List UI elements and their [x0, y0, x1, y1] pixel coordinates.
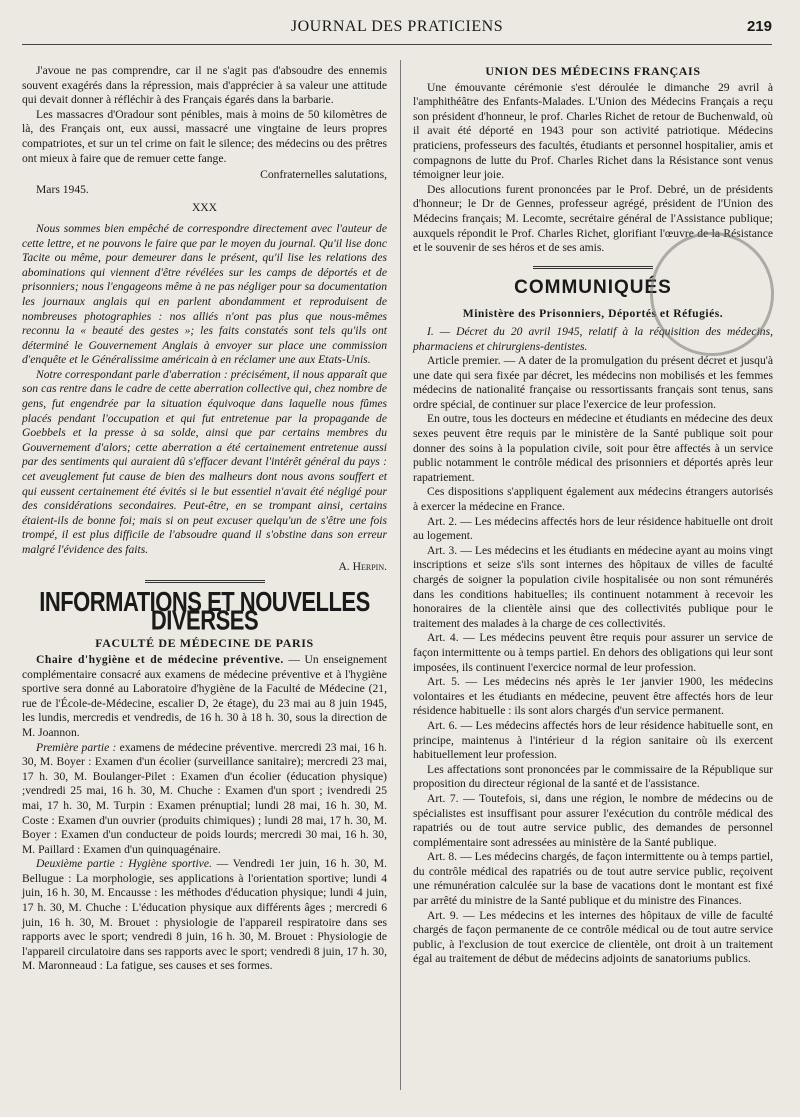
part-label: Deuxième partie : Hygiène sportive. [36, 857, 212, 871]
article: Art. 8. — Les médecins chargés, de façon intermittente ou à temps partiel, du contrôle médical des rapatriés ou de tout autre service public, reçoivent une rémunération calculée sur la base de vacations dont le montant est fixé par arrêté du ministre de la Santé publique et du ministre des Finances. [413, 850, 773, 908]
union-title: UNION DES MÉDECINS FRANÇAIS [485, 64, 701, 78]
article: En outre, tous les docteurs en médecine et étudiants en médecine des deux sexes peuvent être requis par le ministère de la Santé publique soit pour donner des soins à la population civile, soit pour être affectés à un service public notamment le contrôle médical des prisonniers et déportés après leur rapatriement. [413, 412, 773, 484]
paragraph: Une émouvante cérémonie s'est déroulée le dimanche 29 avril à l'amphithéâtre des Enfants-Malades. L'Union des Médecins Français a reçu son président d'honneur, le prof. Charles Richet de retour de Buchenwald, où il avait été déporté en 1943 pour son activité patriotique. Médecins praticiens, professeurs des facultés, étudiants et personnel hospitalier, amis et compagnons de lutte du Prof. Charles Richet dans la Résistance sont venus témoigner leur joie. [413, 80, 773, 182]
article: Art. 7. — Toutefois, si, dans une région, le nombre de médecins ou de spécialistes est insuffisant pour assurer l'exécution du contrôle médical des rapatriés ou de tout autre service public, des demandes de personnel complémentaire sont adressées au ministère de la Santé publique. [413, 791, 773, 849]
column-divider [400, 60, 401, 1090]
paragraph: Les massacres d'Oradour sont pénibles, mais à moins de 50 kilomètres de là, des Français ont, eux aussi, massacré une vingtaine de leurs propres compatriotes, et sur un tel crime on fait le silence; des médecins ou des prêtres ont mieux à faire que de remuer cette fange. [22, 107, 387, 165]
article: Art. 5. — Les médecins nés après le 1er janvier 1900, les médecins volontaires et les étudiants en médecine, peuvent être affectés hors de leur résidence habituelle : ils sont alors chargés d'un service permanent. [413, 675, 773, 718]
section-divider [533, 266, 653, 269]
editorial-reply: Nous sommes bien empêché de correspondre directement avec l'auteur de cette lettre, et ne pouvons le faire que par le moyen du journal. Qu'il lise donc Tacite ou même, pour demeurer dans le présent, qu'il lise les relations des abominations qui viennent d'être révélées sur les camps de déportés et de prisonniers; nous l'engageons même à ne pas négliger pour sa documentation les journaux anglais qui en parlent abondamment et reproduisent de nombreuses photographies : nos alliés n'ont pas plus que nous-mêmes reconnu la « beauté des gestes »; les faits constatés sont tels qu'ils ont déterminé le Gouvernement Anglais à envoyer sur place une commission d'enquête et le Généralissime américain à en réclamer une aux Etats-Unis. [22, 221, 387, 367]
letter-signature: XXX [191, 201, 218, 215]
section-divider [145, 580, 265, 583]
part-label: Première partie : [36, 740, 117, 754]
article: Art. 6. — Les médecins affectés hors de leur résidence habituelle sont, en principe, maintenus à l'intérieur d la région sanitaire où ils exercent habituellement leur profession. [413, 718, 773, 762]
decree-title: I. — Décret du 20 avril 1945, relatif à la réquisition des médecins, pharmaciens et chirurgiens-dentistes. [413, 324, 773, 353]
author-signature: A. Herpin. [338, 559, 387, 573]
paragraph: — Vendredi 1er juin, 16 h. 30, M. Bellugue : La morphologie, ses applications à l'orientation sportive; lundi 4 juin, 16 h. 30, M. Encausse : les méthodes d'éducation physique; lundi 4 juin, 17 h. 30, M. Chuche : L'éducation physique aux différents âges ; mercredi 6 juin, 16 h. 30, M. Brouet : physiologie de l'appareil respiratoire dans ses rapports avec le sport; vendredi 8 juin, 16 h. 30, M. Brouet : Physiologie de l'appareil circulatoire dans ses rapports avec le sport; vendredi 8 juin, 17 h. 30, M. Maronneaud : La fatigue, ses causes et ses formes. [22, 857, 387, 973]
journal-title: JOURNAL DES PRATICIENS [290, 18, 504, 35]
right-column [413, 64, 773, 967]
salutation: Confraternelles salutations, [260, 168, 387, 182]
article: Art. 2. — Les médecins affectés hors de leur résidence habituelle ont droit au logement. [413, 514, 773, 543]
paragraph: — Un enseignement complémentaire consacré aux examens de médecine préventive et à l'hygiène sportive sera donné au Laboratoire d'hygiène de la Faculté de Médecine (21, rue de l'École-de-Médecine, escalier D, 2e étage), du 23 mai au 8 juin 1945, les lundis, mercredis et vendredis, de 16 h. 30 à 18 h. 30, sous la direction de M. Joannon. [22, 652, 387, 739]
article: Art. 9. — Les médecins et les internes des hôpitaux de ville de faculté chargés de façon permanente de ce contrôle médical ou de tout autre service public, à l'exclusion de tout exercice de clientèle, ont droit à un traitement égal au traitement de début de médecins adjoints de sanatoriums publics. [413, 908, 773, 966]
communiques-title: COMMUNIQUÉS [514, 276, 672, 298]
header-rule [22, 44, 772, 45]
paragraph: J'avoue ne pas comprendre, car il ne s'agit pas d'absoudre des ennemis souvent exagérés dans la répression, mais d'apprécier à sa valeur une attitude qui devait donner à réfléchir à des Français égarés dans la barbarie. [22, 64, 387, 107]
letter-date: Mars 1945. [36, 182, 89, 196]
article: Art. 4. — Les médecins peuvent être requis pour assurer un service de façon intermittente ou à temps partiel. En dehors des obligations qui leur sont imposées, ils continuent l'exercice normal de leur profession. [413, 631, 773, 674]
faculty-title: FACULTÉ DE MÉDECINE DE PARIS [95, 636, 314, 651]
left-column [22, 64, 387, 974]
article: Ces dispositions s'appliquent également aux médecins étrangers autorisés à exercer la médecine en France. [413, 485, 773, 514]
ministry-title: Ministère des Prisonniers, Déportés et Réfugiés. [462, 307, 724, 321]
paragraph: examens de médecine préventive. mercredi 23 mai, 16 h. 30, M. Boyer : Examen d'un écolier (surveillance sanitaire); mercredi 23 mai, 17 h. 30, M. Boulanger-Pilet : Examen d'un écolier (éducation physique) ;vendredi 25 mai, 16 h. 30, M. Chuche : Examen d'un sport ; ivendredi 25 mai, 17 h. 30, M. Turpin : Examen prénuptial; lundi 28 mai, 16 h. 30, M. Coste : Examen d'un ouvrier (produits chimiques) ; lundi 28 mai, 17 h. 30, M. Boyer : Examen d'un conducteur de poids lourds; mercredi 30 mai, 16 h. 30, M. Paillard : Examen d'un quinquagénaire. [22, 740, 387, 856]
page-header [22, 18, 772, 40]
article: Les affectations sont prononcées par le commissaire de la République sur proposition du directeur régional de la santé et de l'assistance. [413, 762, 773, 791]
chaire-title: Chaire d'hygiène et de médecine préventive. [36, 652, 284, 666]
paragraph: Des allocutions furent prononcées par le Prof. Debré, un de présidents d'honneur; le Dr de Gennes, professeur agrégé, président de l'Union des Médecins français; M. Lecomte, secrétaire général de l'Assistance publique; auxquels répondit le Prof. Charles Richet, glorifiant l'œuvre de la Résistance et le souvenir de ses héros et de ses amis. [413, 182, 773, 255]
article: Art. 3. — Les médecins et les étudiants en médecine ayant au moins vingt inscriptions et seize s'ils sont internes des hôpitaux de villes de faculté chargés de soigner la population civile hospitalisée ou non sont rémunérés dans les conditions habituelles; ils continuent notamment à recevoir les honoraires de la clientèle ainsi que des collectivités publique pour le traitement des malades à la charge de ces collectivités. [413, 543, 773, 630]
editorial-reply: Notre correspondant parle d'aberration : précisément, il nous apparaît que son cas rentre dans le cadre de cette aberration collective qui, chez nombre de gens, fut engendrée par la situation équivoque dans laquelle nous fûmes placés pendant l'occupation et qui fut entretenue par la propagande de Goebbels et la presse à sa solde, ainsi que par certains membres du Gouvernement d'alors; cette aberration a été certainement entretenue aussi par des sentiments qui auraient dû s'effacer devant l'intérêt général du pays : cet aveuglement fut cause de bien des malheurs dont nous avons souffert et qui eussent certainement été évités si le but essentiel n'avait été négligé pour des considérations secondaires. Peut-être, en se trompant ainsi, certains étaient-ils de bonne foi; mais si on peut excuser quelqu'un de s'être une fois trompé, il est plus difficile de l'absoudre quand il s'obstine dans son erreur malgré l'évidence des faits. [22, 367, 387, 556]
page-number: 219 [746, 18, 772, 35]
article: Article premier. — A dater de la promulgation du présent décret et jusqu'à une date qui sera fixée par décret, les médecins non mobilisés et les femmes médecins de nationalité française ou ressortissants français sont tenus, sans ordre spécial, de continuer sur place l'exercice de leur profession. [413, 354, 773, 411]
section-title: INFORMATIONS ET NOUVELLES DIVERSES [39, 586, 370, 636]
